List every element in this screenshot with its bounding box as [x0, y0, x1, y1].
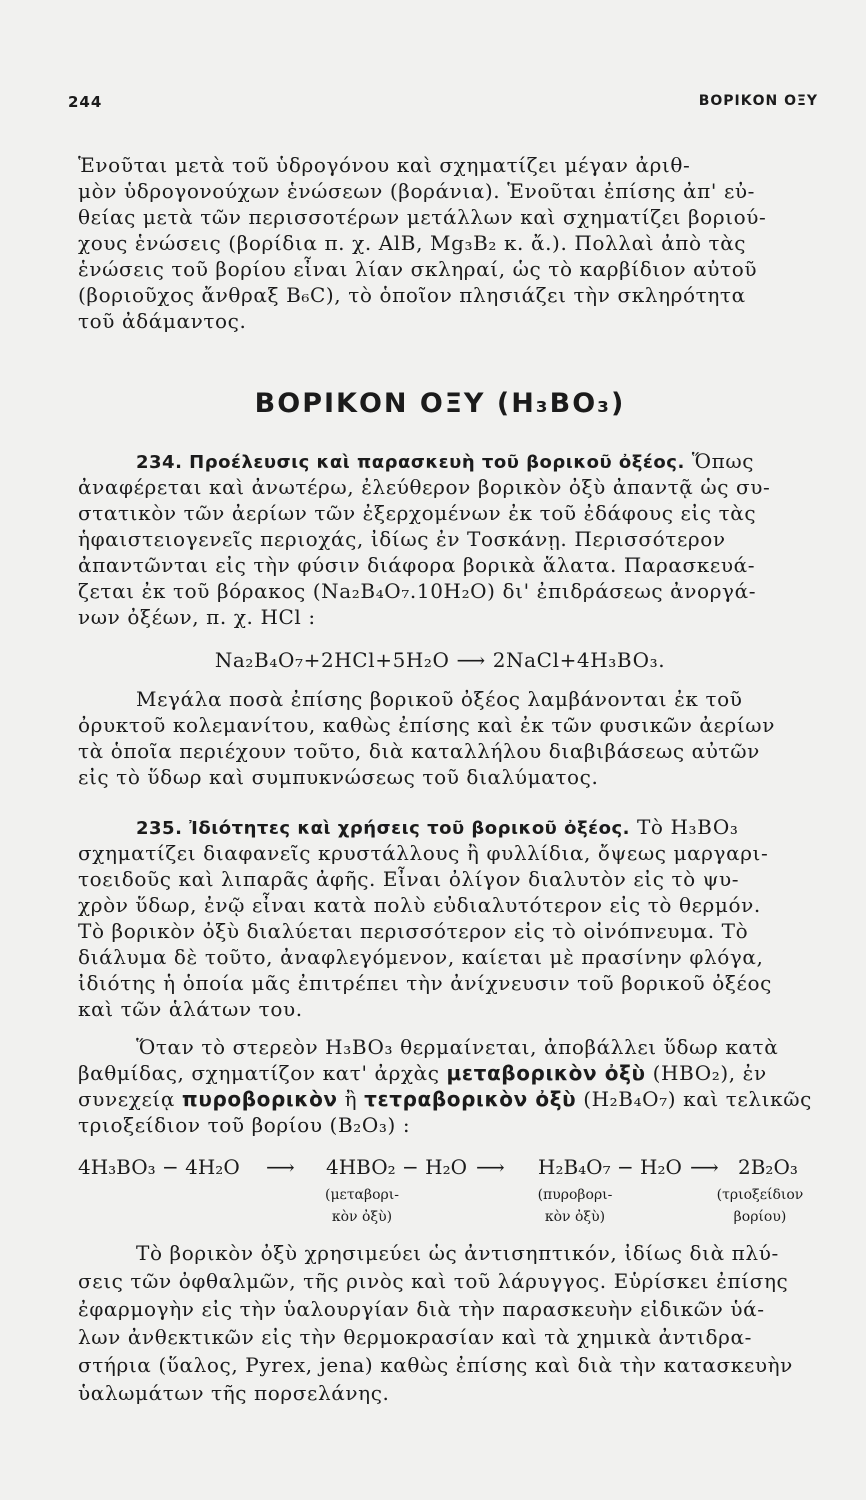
section-234-line: ἀναφέρεται καὶ ἀνωτέρω, ἐλεύθερον βορικὸν ὀξὺ ἀπαντᾷ ὡς συ-	[78, 475, 771, 499]
uses-line: ἐφαρμογὴν εἰς τὴν ὑαλουργίαν διὰ τὴν παρασκευὴν εἰδικῶν ὑά-	[78, 1297, 765, 1321]
arrow-icon: ⟶	[266, 1155, 295, 1179]
intro-line: ἑνώσεις τοῦ βορίου εἶναι λίαν σκληραί, ὡς τὸ καρβίδιον αὐτοῦ	[78, 257, 758, 281]
chain-label-line: (μεταβορι-	[325, 1187, 399, 1203]
chain-label-line: βορίου)	[733, 1209, 787, 1225]
section-235-line: Τὸ βορικὸν ὀξὺ διαλύεται περισσότερον εἰς τὸ οἰνόπνευμα. Τὸ	[78, 919, 749, 943]
uses-line: σεις τῶν ὀφθαλμῶν, τῆς ρινὸς καὶ τοῦ λάρυγγος. Εὑρίσκει ἐπίσης	[78, 1269, 789, 1293]
chain-label-trioxide	[700, 1184, 820, 1228]
section-234-para2-line: εἰς τὸ ὕδωρ καὶ συμπυκνώσεως τοῦ διαλύματος.	[78, 765, 599, 789]
metaboric-acid-term: μεταβορικὸν ὀξὺ	[446, 1061, 646, 1085]
borax-equation: Na₂B₄O₇+2HCl+5H₂O ⟶ 2NaCl+4H₃BO₃.	[214, 648, 666, 672]
section-234-line: ζεται ἐκ τοῦ βόρακος (Na₂B₄O₇.10H₂O) δι' ἐπιδράσεως ἀνοργά-	[78, 579, 757, 603]
heating-line: Ὅταν τὸ στερεὸν H₃BO₃ θερμαίνεται, ἀποβάλλει ὕδωρ κατὰ	[136, 1035, 779, 1059]
pyroboric-term: πυροβορικὸν	[181, 1087, 338, 1111]
intro-line: μὸν ὑδρογονούχων ἑνώσεων (βοράνια). Ἑνοῦται ἐπίσης ἀπ' εὐ-	[78, 179, 756, 203]
section-234-line: ἀπαντῶνται εἰς τὴν φύσιν διάφορα βορικὰ ἅλατα. Παρασκευά-	[78, 553, 756, 577]
tetraboric-acid-term: τετραβορικὸν ὀξὺ	[364, 1087, 577, 1111]
section-235-line: διάλυμα δὲ τοῦτο, ἀναφλεγόμενον, καίεται μὲ πρασίνην φλόγα,	[78, 945, 764, 969]
section-235-line: ἰδιότης ἡ ὁποία μᾶς ἐπιτρέπει τὴν ἀνίχνευσιν τοῦ βορικοῦ ὀξέος	[78, 971, 772, 995]
section-234-heading: 234. Προέλευσις καὶ παρασκευὴ τοῦ βορικοῦ ὀξέος.	[136, 452, 685, 473]
chain-label-metaboric	[312, 1184, 412, 1228]
section-234-line: στατικὸν τῶν ἀερίων τῶν ἐξερχομένων ἐκ τοῦ ἐδάφους εἰς τὰς	[78, 501, 757, 525]
section-235-first-line	[136, 814, 816, 842]
heating-text: συνεχείᾳ	[78, 1087, 182, 1111]
running-head: ΒΟΡΙΚΟΝ ΟΞΥ	[698, 93, 818, 109]
heating-text: βαθμίδας, σχηματίζον κατ' ἀρχὰς	[78, 1061, 447, 1085]
uses-line: στήρια (ὕαλος, Pyrex, jena) καθὼς ἐπίσης καὶ διὰ τὴν κατασκευὴν	[78, 1353, 793, 1377]
chain-label-line: (τριοξείδιον	[716, 1187, 804, 1203]
section-235-line: καὶ τῶν ἁλάτων του.	[78, 997, 303, 1021]
section-235-first-line-rest: Τὸ H₃BO₃	[630, 815, 739, 839]
section-234-first-line	[136, 448, 816, 476]
intro-line: τοῦ ἀδάμαντος.	[78, 309, 247, 333]
section-title: ΒΟΡΙΚΟΝ ΟΞΥ (H₃BO₃)	[254, 388, 626, 419]
section-234-para2-line: τὰ ὁποῖα περιέχουν τοῦτο, διὰ καταλλήλου διαβιβάσεως αὐτῶν	[78, 739, 760, 763]
chain-term: 4HBO₂ − H₂O	[326, 1155, 467, 1179]
section-234-first-line-rest: Ὅπως	[684, 449, 755, 473]
heating-text: ἢ	[337, 1087, 365, 1111]
intro-line: Ἑνοῦται μετὰ τοῦ ὑδρογόνου καὶ σχηματίζει μέγαν ἀριθ-	[78, 153, 691, 177]
section-235-line: χρὸν ὕδωρ, ἐνῷ εἶναι κατὰ πολὺ εὐδιαλυτότερον εἰς τὸ θερμόν.	[78, 893, 761, 917]
chain-term: H₂B₄O₇ − H₂O	[538, 1155, 682, 1179]
chain-term: 4H₃BO₃ − 4H₂O	[78, 1155, 240, 1179]
chain-label-line: (πυροβορι-	[537, 1187, 613, 1203]
chain-label-pyroboric	[520, 1184, 630, 1228]
uses-line: ὑαλωμάτων τῆς πορσελάνης.	[78, 1381, 390, 1405]
section-235-line: τοειδοῦς καὶ λιπαρᾶς ἀφῆς. Εἶναι ὀλίγον διαλυτὸν εἰς τὸ ψυ-	[78, 867, 740, 891]
chain-label-line: κὸν ὀξὺ)	[544, 1209, 606, 1225]
heating-line: τριοξείδιον τοῦ βορίου (B₂O₃) :	[78, 1113, 411, 1137]
chain-label-line: κὸν ὀξὺ)	[331, 1209, 393, 1225]
arrow-icon: ⟶	[690, 1155, 719, 1179]
section-234-line: ἡφαιστειογενεῖς περιοχάς, ἰδίως ἐν Τοσκάνῃ. Περισσότερον	[78, 527, 726, 551]
arrow-icon: ⟶	[476, 1155, 505, 1179]
intro-line: θείας μετὰ τῶν περισσοτέρων μετάλλων καὶ σχηματίζει βοριού-	[78, 205, 767, 229]
section-234-para2-line: ὀρυκτοῦ κολεμανίτου, καθὼς ἐπίσης καὶ ἐκ τῶν φυσικῶν ἀερίων	[78, 713, 775, 737]
section-235-heading: 235. Ἰδιότητες καὶ χρήσεις τοῦ βορικοῦ ὀξέος.	[136, 818, 630, 839]
uses-line: λων ἀνθεκτικῶν εἰς τὴν θερμοκρασίαν καὶ τὰ χημικὰ ἀντιδρα-	[78, 1325, 752, 1349]
uses-line: Τὸ βορικὸν ὀξὺ χρησιμεύει ὡς ἀντισηπτικόν, ἰδίως διὰ πλύ-	[136, 1241, 779, 1265]
dehydration-chain	[78, 1155, 818, 1185]
section-234-para2-line: Μεγάλα ποσὰ ἐπίσης βορικοῦ ὀξέος λαμβάνονται ἐκ τοῦ	[136, 687, 743, 711]
heating-text: (HBO₂), ἐν	[645, 1061, 767, 1085]
intro-line: χους ἑνώσεις (βορίδια π. χ. AlB, Mg₃B₂ κ. ἄ.). Πολλαὶ ἀπὸ τὰς	[78, 231, 747, 255]
intro-line: (βοριοῦχος ἄνθραξ B₆C), τὸ ὁποῖον πλησιάζει τὴν σκληρότητα	[78, 283, 746, 307]
page-header	[68, 93, 818, 117]
heating-text: (H₂B₄O₇) καὶ τελικῶς	[576, 1087, 812, 1111]
section-234-line: νων ὀξέων, π. χ. HCl :	[78, 605, 316, 629]
heating-line	[78, 1086, 813, 1112]
section-235-line: σχηματίζει διαφανεῖς κρυστάλλους ἢ φυλλίδια, ὄψεως μαργαρι-	[78, 841, 769, 865]
chain-term: 2B₂O₃	[738, 1155, 798, 1179]
page-number: 244	[68, 93, 103, 111]
heating-line	[78, 1060, 813, 1086]
